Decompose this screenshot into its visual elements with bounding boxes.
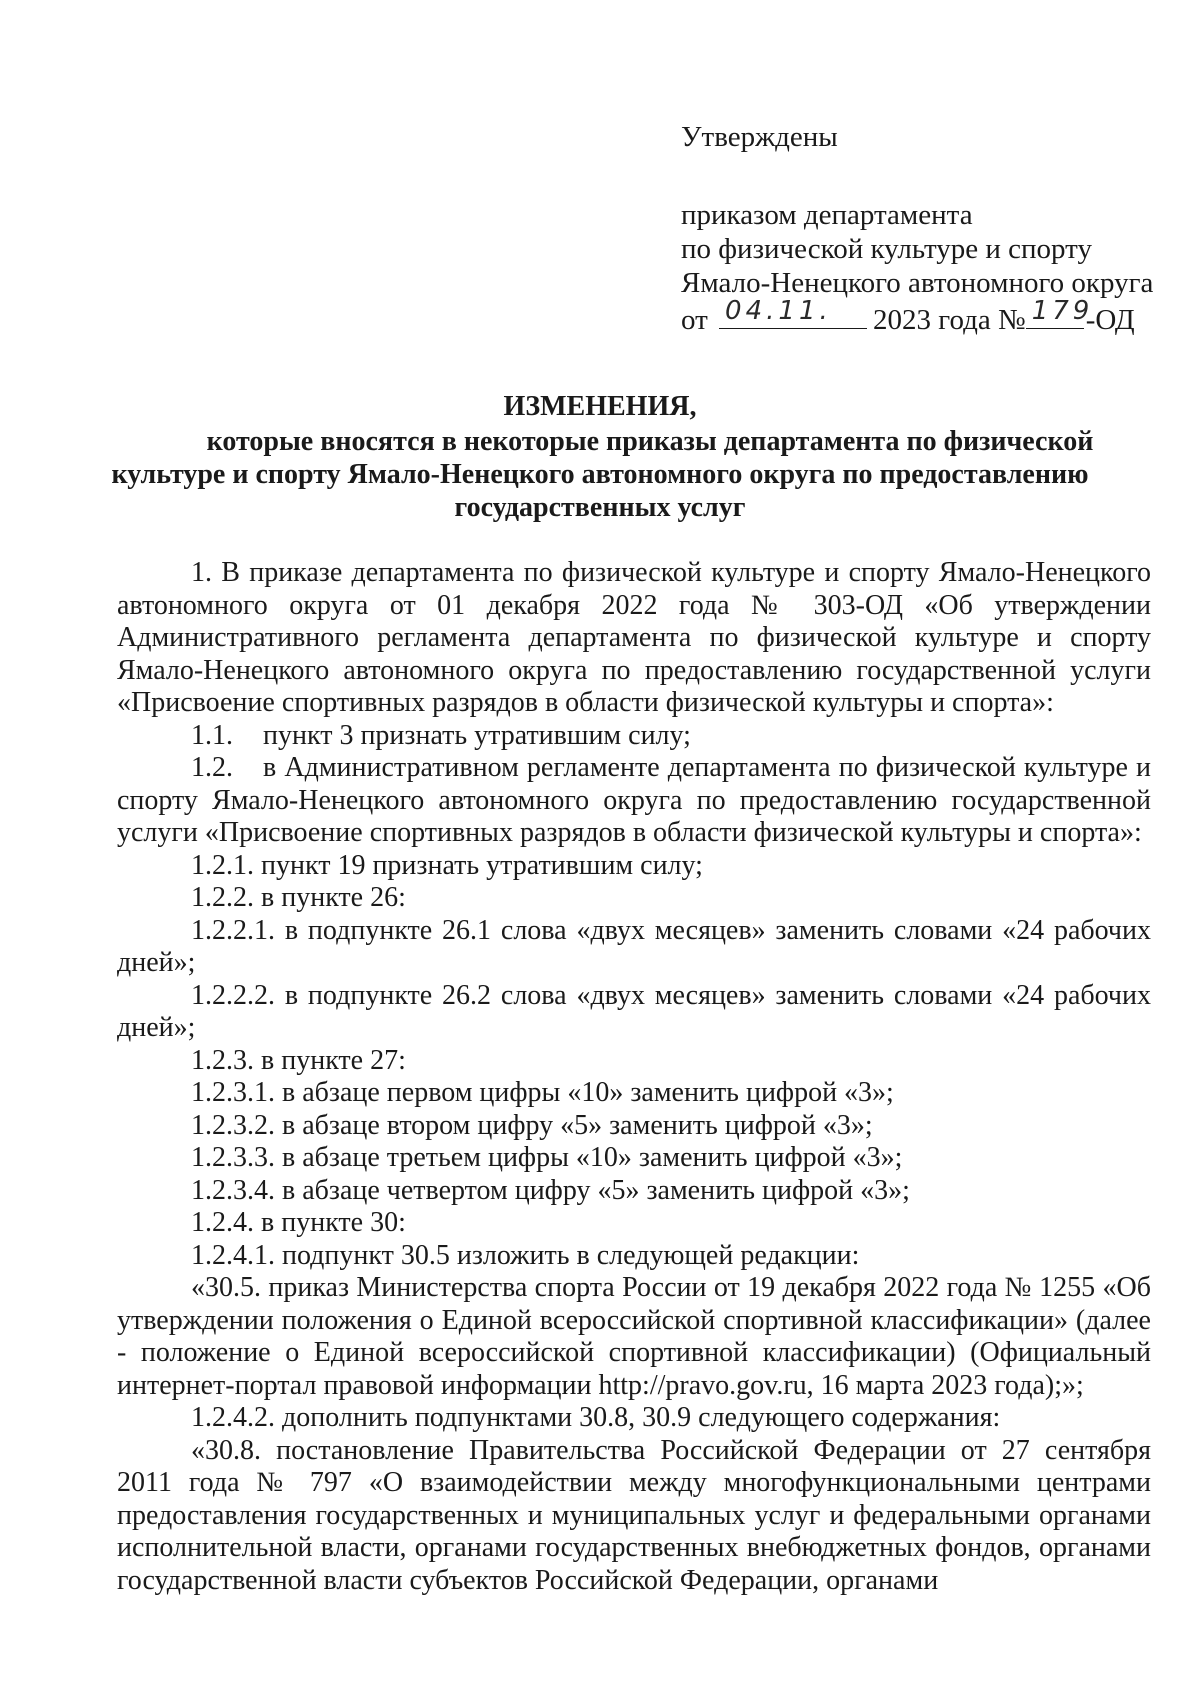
document-title <box>100 390 1100 524</box>
paragraph-1-2-3-1: 1.2.3.1. в абзаце первом цифры «10» заменить цифрой «3»; <box>191 1077 894 1108</box>
approval-date-line <box>681 296 1153 337</box>
paragraph-1-2-2-1: 1.2.2.1. в подпункте 26.1 слова «двух месяцев» заменить словами «24 рабочих дней»; <box>117 914 1151 978</box>
quote-30-5: «30.5. приказ Министерства спорта России от 19 декабря 2022 года № 1255 «Об утверждении положения о Единой всероссийской спортивной классификации» (далее - положение о Единой всероссийской спортивной классификации) (Официальный интернет-портал правовой информации http://pravo.gov.ru, 16 марта 2023 года);»; <box>117 1272 1151 1401</box>
paragraph-1-2-3-3: 1.2.3.3. в абзаце третьем цифры «10» заменить цифрой «3»; <box>191 1142 903 1173</box>
quote-30-8: «30.8. постановление Правительства Российской Федерации от 27 сентября 2011 года № 797 «О взаимодействии между многофункциональными центрами предоставления государственных и муниципальных услуг и федеральными органами исполнительной власти, органами государственных внебюджетных фондов, органами государственной власти субъектов Российской Федерации, органами <box>117 1434 1151 1596</box>
title-subline-2: культуре и спорту Ямало-Ненецкого автономного округа по предоставлению <box>111 459 1089 490</box>
date-prefix: от <box>681 304 708 336</box>
number-suffix: -ОД <box>1085 304 1135 336</box>
item-number: 1.1. <box>191 719 233 751</box>
paragraph-1-1 <box>117 720 1151 753</box>
paragraph-1-2-4: 1.2.4. в пункте 30: <box>191 1207 406 1238</box>
date-blank-field <box>719 296 867 329</box>
paragraph-1-2-2-2: 1.2.2.2. в подпункте 26.2 слова «двух месяцев» заменить словами «24 рабочих дней»; <box>117 979 1151 1043</box>
paragraph-1-2-3-4: 1.2.3.4. в абзаце четвертом цифру «5» заменить цифрой «3»; <box>191 1174 910 1206</box>
paragraph-1-2-4-1: 1.2.4.1. подпункт 30.5 изложить в следующей редакции: <box>191 1239 860 1271</box>
paragraph-1-2-2: 1.2.2. в пункте 26: <box>191 882 406 913</box>
paragraph-1-2 <box>117 752 1151 850</box>
approval-line-department: по физической культуре и спорту <box>681 233 1092 265</box>
item-text: пункт 3 признать утратившим силу; <box>263 719 691 751</box>
approval-block <box>681 120 1153 337</box>
approval-line-order: приказом департамента <box>681 199 973 231</box>
document-body <box>117 557 1151 1597</box>
title-subline-1: которые вносятся в некоторые приказы департамента по физической <box>206 426 1094 457</box>
handwritten-number: 179 <box>1031 296 1094 326</box>
item-number: 1.2. <box>191 752 233 783</box>
number-blank-field <box>1026 296 1094 329</box>
paragraph-1-2-1: 1.2.1. пункт 19 признать утратившим силу; <box>191 849 703 881</box>
title-heading: ИЗМЕНЕНИЯ, <box>503 391 697 422</box>
item-text: в Административном регламенте департамента по физической культуре и спорту Ямало-Ненецкого автономного округа по предоставлению государственной услуги «Присвоение спортивных разрядов в области физической культуры и спорта»: <box>117 752 1151 848</box>
paragraph-1-2-4-2: 1.2.4.2. дополнить подпунктами 30.8, 30.9 следующего содержания: <box>191 1402 1001 1433</box>
approval-heading: Утверждены <box>681 121 838 153</box>
approval-line-region: Ямало-Ненецкого автономного округа <box>681 267 1154 299</box>
paragraph-1-2-3: 1.2.3. в пункте 27: <box>191 1044 406 1076</box>
date-year-text: 2023 года № <box>873 304 1026 336</box>
title-subline-3: государственных услуг <box>454 492 746 523</box>
paragraph-1: 1. В приказе департамента по физической культуре и спорту Ямало-Ненецкого автономного округа от 01 декабря 2022 года № 303-ОД «Об утверждении Административного регламента департамента по физической культуре и спорту Ямало-Ненецкого автономного округа по предоставлению государственной услуги «Присвоение спортивных разрядов в области физической культуры и спорта»: <box>117 557 1151 718</box>
handwritten-date: 04.11. <box>725 296 832 326</box>
paragraph-1-2-3-2: 1.2.3.2. в абзаце втором цифру «5» заменить цифрой «3»; <box>191 1109 873 1141</box>
approval-spacer <box>681 154 1153 198</box>
